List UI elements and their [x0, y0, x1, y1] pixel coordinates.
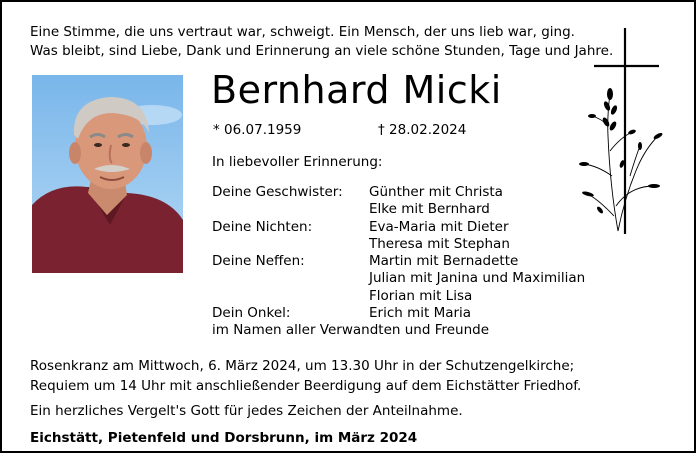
service-line-2: Requiem um 14 Uhr mit anschließender Beerdigung auf dem Eichstätter Friedhof.	[30, 378, 582, 394]
service-details	[30, 356, 581, 396]
thanks-line: Ein herzliches Vergelt's Gott für jedes Zeichen der Anteilnahme.	[30, 403, 463, 419]
family-name: Julian mit Janina und Maximilian	[369, 270, 586, 287]
family-name: Eva-Maria mit Dieter	[369, 218, 509, 235]
relation-label: Deine Neffen:	[212, 253, 305, 270]
family-name: Erich mit Maria	[369, 305, 472, 322]
family-name: Florian mit Lisa	[369, 287, 473, 304]
closing-line: im Namen aller Verwandten und Freunde	[212, 322, 490, 338]
intro-verse	[30, 23, 613, 61]
remembrance-heading: In liebevoller Erinnerung:	[212, 154, 383, 170]
relation-label: Deine Nichten:	[212, 218, 313, 235]
relation-label: Dein Onkel:	[212, 305, 291, 322]
family-group-uncle	[212, 305, 585, 322]
family-list	[212, 184, 585, 322]
deceased-name: Bernhard Micki	[211, 68, 502, 112]
family-name: Martin mit Bernadette	[369, 253, 519, 270]
family-group-siblings	[212, 184, 585, 219]
death-date: † 28.02.2024	[378, 122, 467, 138]
relation-label: Deine Geschwister:	[212, 184, 343, 200]
intro-line-2: Was bleibt, sind Liebe, Dank und Erinnerung an viele schöne Stunden, Tage und Jahre.	[30, 43, 614, 59]
birth-date: * 06.07.1959	[213, 122, 302, 138]
family-name: Theresa mit Stephan	[369, 235, 510, 252]
intro-line-1: Eine Stimme, die uns vertraut war, schweigt. Ein Mensch, der uns lieb war, ging.	[30, 24, 575, 40]
service-line-1: Rosenkranz am Mittwoch, 6. März 2024, um 13.30 Uhr in der Schutzengelkirche;	[30, 358, 575, 374]
family-name: Elke mit Bernhard	[369, 201, 490, 218]
cross-icon	[570, 26, 665, 240]
family-name: Günther mit Christa	[369, 184, 503, 200]
family-group-nephews	[212, 253, 585, 305]
place-date: Eichstätt, Pietenfeld und Dorsbrunn, im März 2024	[30, 430, 418, 446]
portrait-photo	[32, 75, 183, 273]
family-group-nieces	[212, 219, 585, 254]
